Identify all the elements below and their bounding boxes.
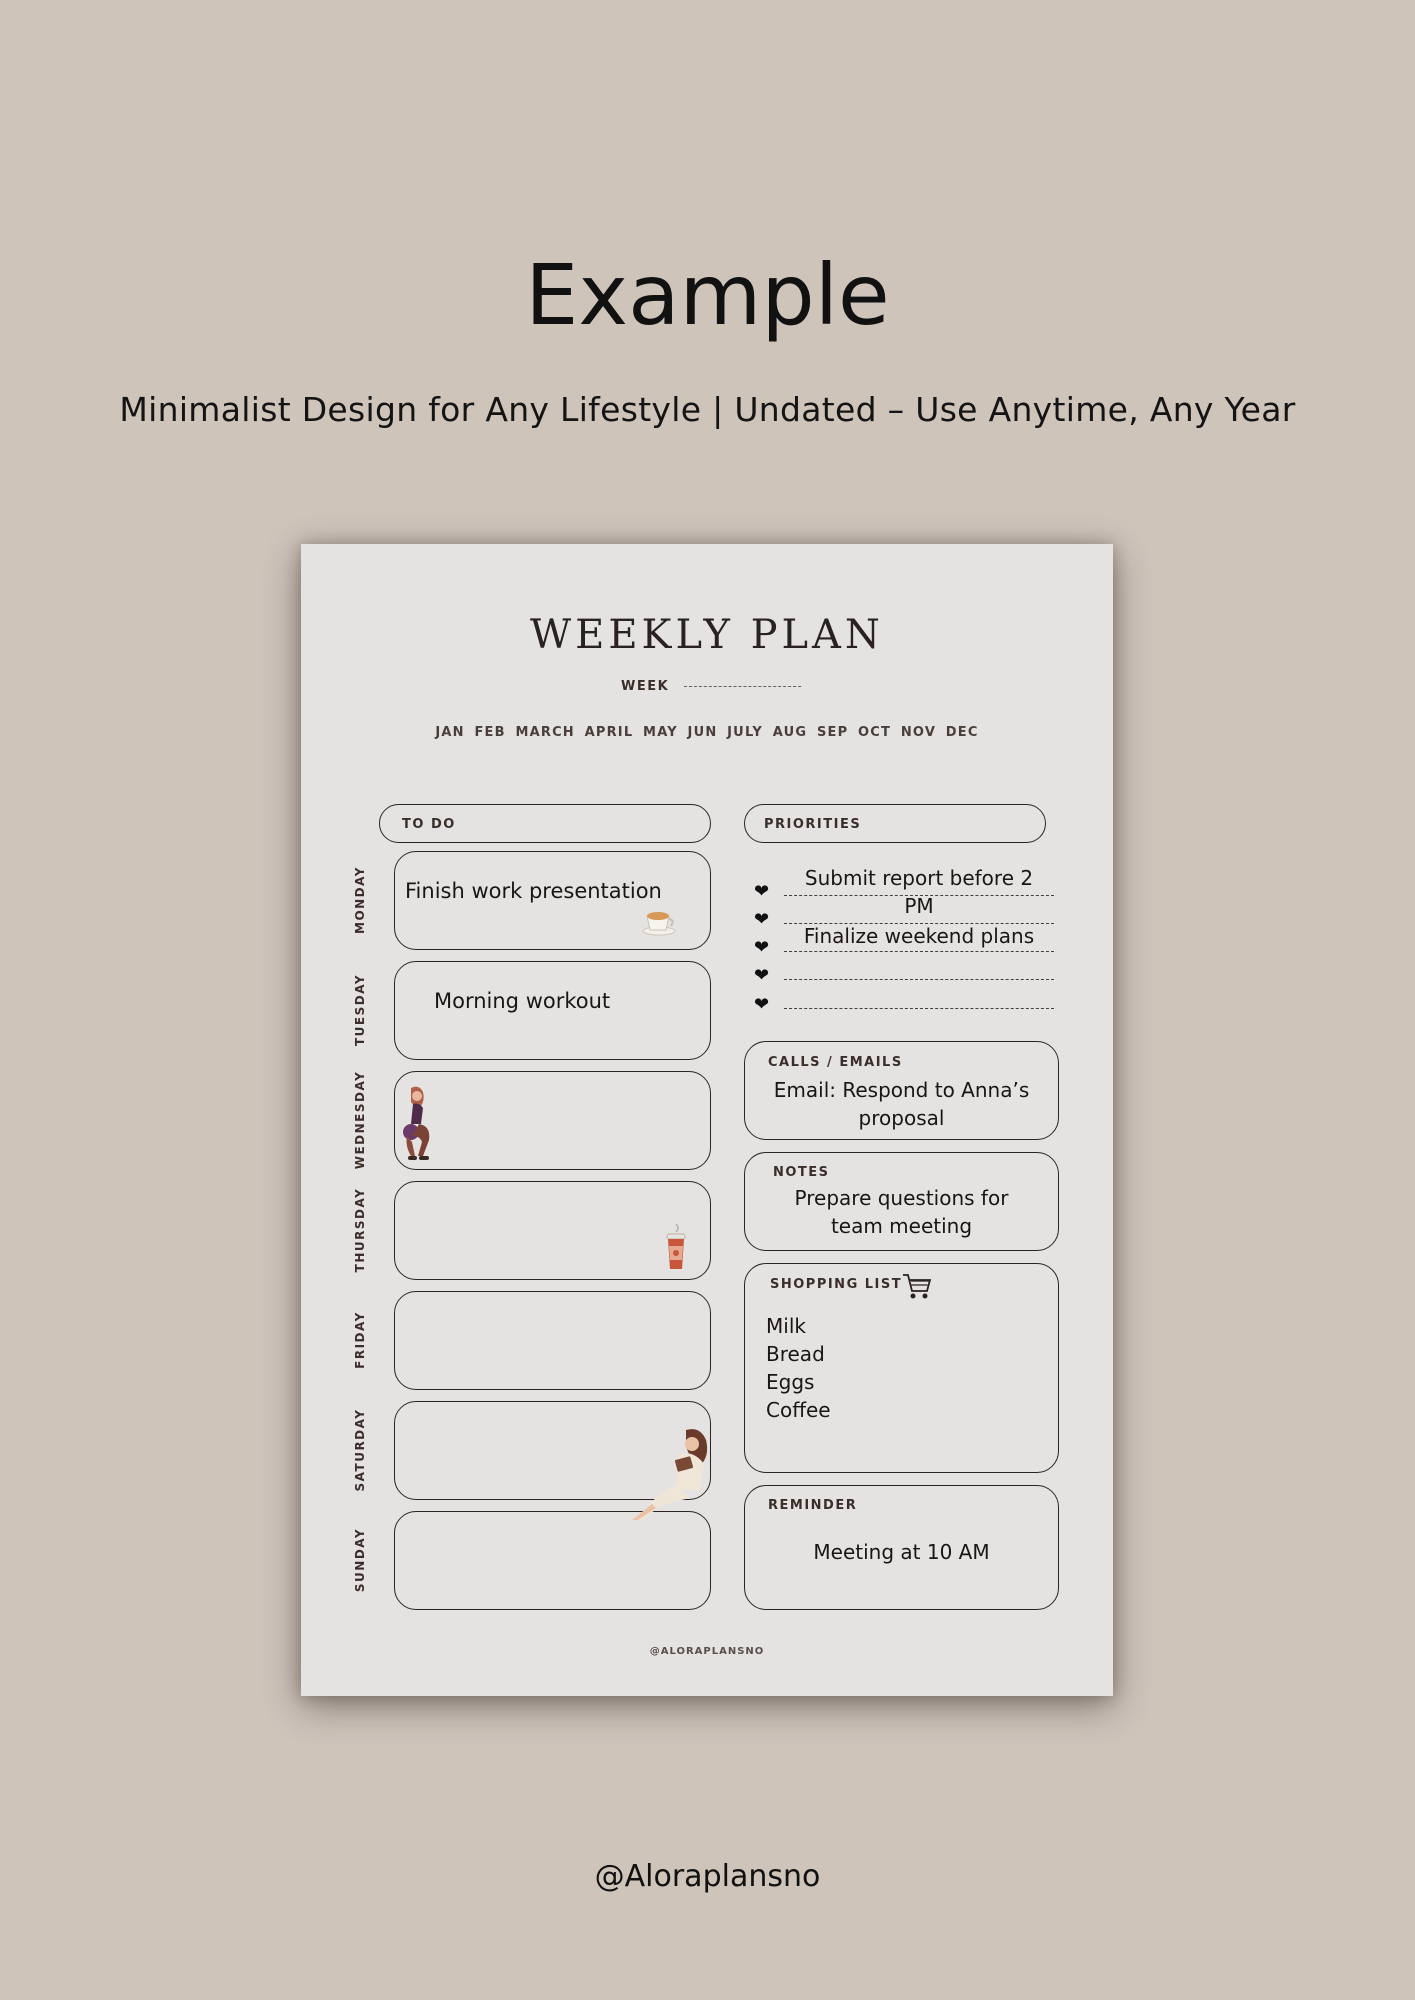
tuesday-task: Morning workout [434, 989, 611, 1013]
day-label-sunday: SUNDAY [353, 1527, 367, 1593]
day-label-monday: MONDAY [353, 866, 367, 934]
priority-row[interactable] [754, 993, 1054, 1019]
list-item: Coffee [766, 1398, 831, 1422]
sheet-footer: @ALORAPLANSNO [649, 1646, 765, 1657]
priority-line [784, 951, 1054, 952]
heart-icon: ❤ [754, 881, 770, 902]
day-label-wednesday: WEDNESDAY [353, 1070, 367, 1170]
todo-label: TO DO [402, 817, 456, 832]
list-item: Milk [766, 1314, 806, 1338]
priority-line [784, 1008, 1054, 1009]
reminder-label: REMINDER [768, 1498, 858, 1513]
priority-line [784, 979, 1054, 980]
heart-icon: ❤ [754, 965, 770, 986]
iced-coffee-icon [661, 1224, 691, 1274]
priority-text: Finalize weekend plans [803, 924, 1035, 948]
priorities-label: PRIORITIES [764, 817, 862, 832]
priority-row[interactable] [754, 964, 1054, 990]
notes-label: NOTES [773, 1165, 830, 1180]
week-input-line[interactable] [684, 686, 801, 687]
month-selector: JAN FEB MARCH APRIL MAY JUN JULY AUG SEP OCT NOV DEC [435, 725, 979, 740]
day-label-saturday: SATURDAY [353, 1408, 367, 1492]
shopping-list-label: SHOPPING LIST [770, 1277, 903, 1292]
day-label-thursday: THURSDAY [353, 1187, 367, 1273]
monday-task: Finish work presentation [405, 879, 662, 903]
shopping-cart-icon [901, 1272, 933, 1302]
priority-text: Submit report before 2 PM [804, 866, 1034, 918]
page-heading: Example [525, 246, 890, 344]
heart-icon: ❤ [754, 994, 770, 1015]
heart-icon: ❤ [754, 909, 770, 930]
day-box-sunday[interactable] [394, 1511, 711, 1610]
day-label-friday: FRIDAY [353, 1311, 367, 1369]
day-box-friday[interactable] [394, 1291, 711, 1390]
planner-sheet [301, 544, 1113, 1696]
week-label: WEEK [621, 679, 670, 694]
calls-emails-label: CALLS / EMAILS [768, 1055, 903, 1070]
day-label-tuesday: TUESDAY [353, 973, 367, 1047]
page-subtitle: Minimalist Design for Any Lifestyle | Undated – Use Anytime, Any Year [119, 390, 1296, 429]
heart-icon: ❤ [754, 937, 770, 958]
woman-reading-illustration [626, 1424, 716, 1524]
day-box-wednesday[interactable] [394, 1071, 711, 1170]
reminder-text: Meeting at 10 AM [813, 1540, 990, 1564]
coffee-cup-icon [641, 906, 677, 936]
planner-title: WEEKLY PLAN [530, 612, 884, 658]
calls-emails-text: Email: Respond to Anna’s proposal [773, 1078, 1030, 1130]
shopping-list [766, 1312, 831, 1424]
footer-handle: @Aloraplansno [594, 1859, 821, 1894]
list-item: Bread [766, 1342, 825, 1366]
notes-text: Prepare questions for team meeting [794, 1186, 1009, 1238]
woman-exercising-illustration [401, 1084, 441, 1164]
list-item: Eggs [766, 1370, 815, 1394]
